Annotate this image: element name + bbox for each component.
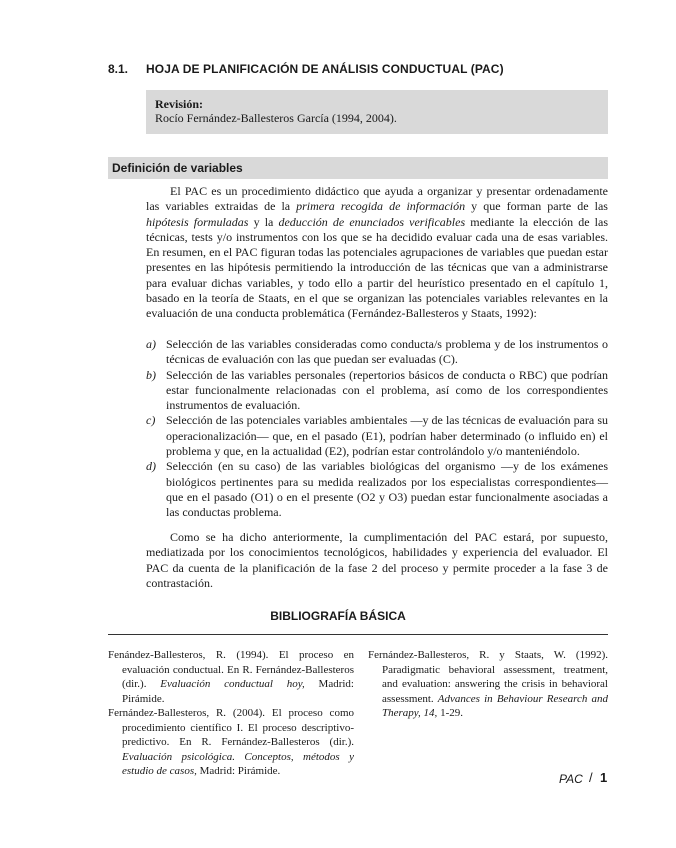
paragraph-intro-part: y que forman parte de las [465, 199, 608, 214]
list-marker: c) [146, 413, 156, 428]
footer-separator: / [589, 770, 593, 785]
reference-text: Madrid: Pirámide. [122, 678, 354, 705]
reference-entry [368, 648, 608, 721]
reference-text: Madrid: Pirámide. [196, 765, 281, 777]
list-item-text: Selección de las variables personales (repertorios básicos de conducta o RBC) que podrían estar funcionalmente relacionadas con el problema, así como de los correspondientes instrumentos de evaluación. [166, 367, 608, 413]
revision-label: Revisión: [155, 97, 203, 111]
footer-label: PAC [559, 772, 583, 786]
bibliography-heading: BIBLIOGRAFÍA BÁSICA [270, 609, 406, 623]
list-item [146, 368, 608, 414]
reference-text: Fenández-Ballesteros, R. (1994). El proceso en evaluación conductual. En R. Fernández-Ballesteros (dir.). [108, 649, 354, 690]
bibliography-divider [108, 634, 608, 635]
page-number: 1 [600, 770, 608, 785]
bibliography-column-right [368, 648, 608, 721]
list-item-text: Selección de las variables consideradas como conducta/s problema y de los instrumentos o técnicas de evaluación con las que puedan ser evaluadas (C). [166, 337, 608, 367]
bibliography-column-left [108, 648, 354, 779]
paragraph-intro-part: mediante la elección de las técnicas, tests y/o instrumentos con los que se ha decidido evaluar cada una de esas variables. En resumen, en el PAC figuran todas las potenciales agrupaciones de variables que puedan estar presentes en las hipótesis permitiendo la introducción de las técnicas que van a administrarse para evaluar dichas variables, y todo ello a partir del heurístico presentado en el capítulo 1, basado en la teoría de Staats, en el que se organizan las potenciales variables relevantes en la evaluación de una conducta problemática (Fernández-Ballesteros y Staats, 1992): [146, 214, 608, 321]
paragraph-intro-italic: primera recogida de información [296, 199, 466, 214]
reference-title: Evaluación psicológica. Conceptos, métodos y estudio de casos, [122, 750, 354, 777]
subheading-definicion: Definición de variables [112, 161, 243, 175]
list-item-text: Selección de las potenciales variables ambientales —y de las técnicas de evaluación para su operacionalización— que, en el pasado (E1), podrían haber determinado (o influido en) el problema y que, en la actualidad (E2), podrían estar controlándolo y/o manteniéndolo. [166, 413, 608, 459]
reference-title: Advances in Behaviour Research and Therapy, 14, [382, 692, 608, 719]
list-item [146, 337, 608, 368]
reference-entry [108, 648, 354, 706]
subheading-box [108, 157, 608, 179]
revision-text: Rocío Fernández-Ballesteros García (1994, 2004). [155, 111, 397, 125]
list-marker: a) [146, 337, 156, 351]
reference-text: 1-29. [437, 707, 463, 719]
paragraph-intro-italic: deducción de enunciados verificables [278, 214, 466, 229]
reference-text: Fernández-Ballesteros, R. y Staats, W. (1992). Paradigmatic behavioral assessment, treatment, and evaluation: answering the crisis in behavioral assessment. [368, 649, 608, 705]
paragraph-intro-italic: hipótesis formuladas [146, 214, 249, 229]
list-item [146, 413, 608, 459]
reference-title: Evaluación conductual hoy, [160, 678, 305, 690]
variables-list [146, 337, 608, 521]
list-marker: b) [146, 367, 156, 382]
paragraph-closing: Como se ha dicho anteriormente, la cumplimentación del PAC estará, por supuesto, mediatizada por los conocimientos tecnológicos, habilidades y experiencia del evaluador. El PAC da cuenta de la planificación de la fase 2 del proceso y permite proceder a la fase 3 de contrastación. [146, 530, 608, 590]
section-number: 8.1. [108, 62, 129, 76]
reference-entry [108, 706, 354, 779]
list-item-text: Selección (en su caso) de las variables biológicas del organismo —y de los exámenes biológicos pertinentes para su medida realizados por los especialistas correspondientes— que en el pasado (O1) o en el presente (O2 y O3) puedan estar funcionalmente asociadas a las conductas problema. [166, 459, 608, 520]
reference-text: Fernández-Ballesteros, R. (2004). El proceso como procedimiento científico I. El proceso descriptivo-predictivo. En R. Fernández-Ballesteros (dir.). [108, 707, 354, 748]
section-title: HOJA DE PLANIFICACIÓN DE ANÁLISIS CONDUCTUAL (PAC) [146, 62, 504, 76]
list-item [146, 459, 608, 520]
list-marker: d) [146, 459, 156, 474]
paragraph-intro [146, 184, 608, 322]
paragraph-intro-part: y la [248, 214, 279, 229]
revision-box [146, 90, 608, 134]
paragraph-intro-part: El PAC es un procedimiento didáctico que ayuda a organizar y presentar ordenadamente las variables extraidas de la [146, 184, 608, 214]
